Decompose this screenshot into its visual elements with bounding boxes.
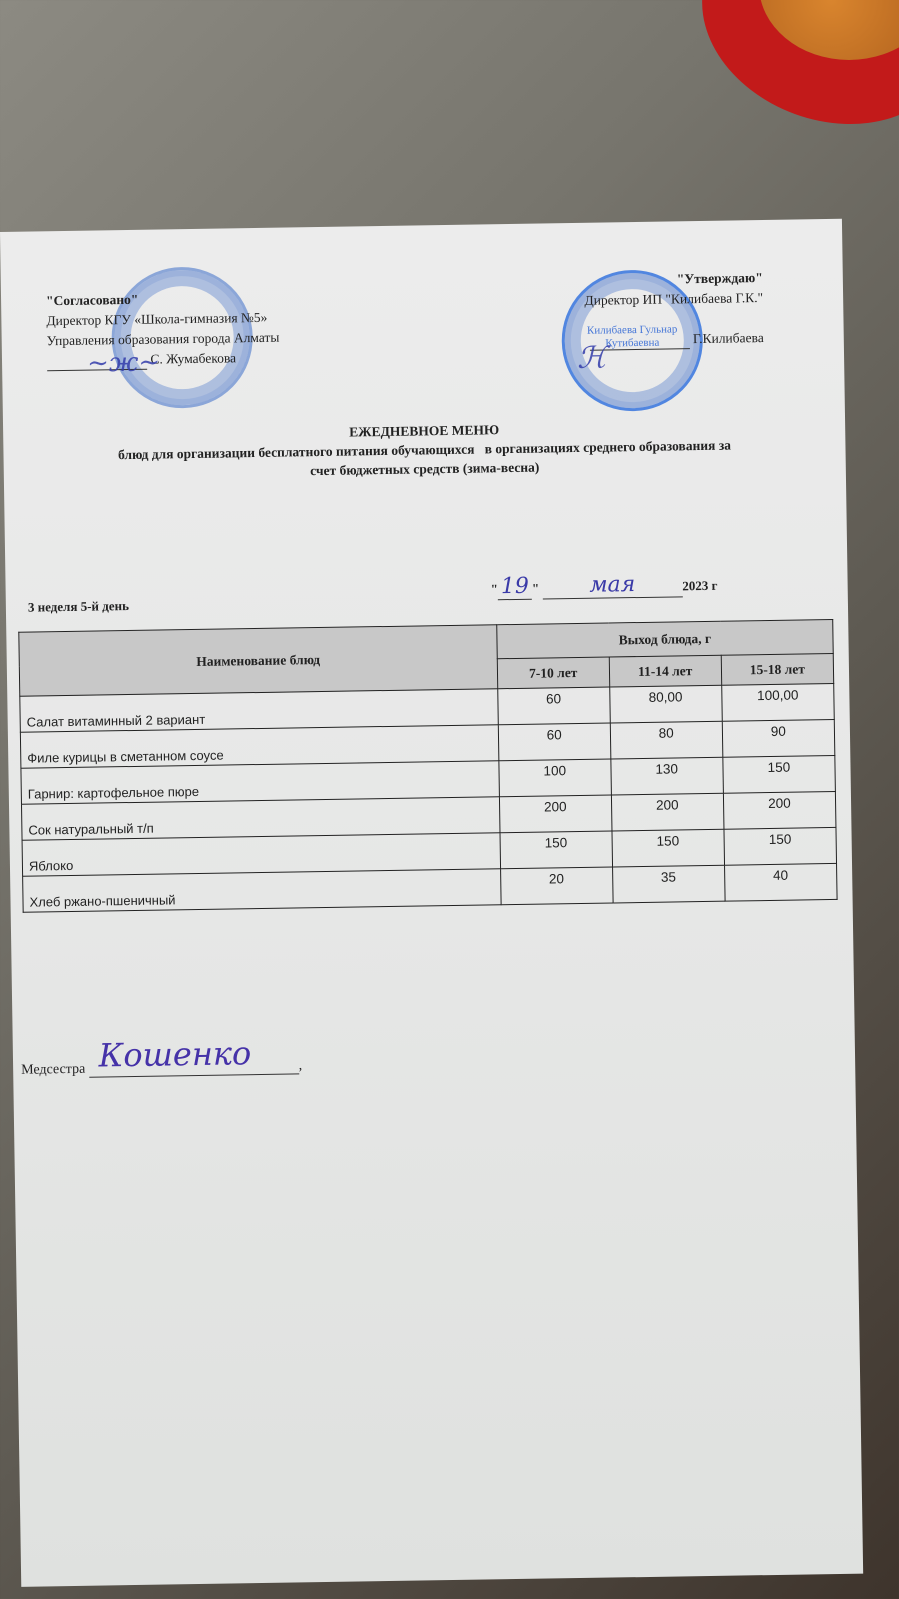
title-sub-2: счет бюджетных средств (зима-весна) [310, 459, 540, 479]
yield-value: 90 [722, 719, 835, 757]
yield-header: Выход блюда, г [496, 619, 833, 658]
date-month: мая [589, 572, 636, 598]
nurse-signature-block [21, 1034, 303, 1078]
document-title [3, 415, 846, 485]
yield-value: 60 [498, 723, 610, 761]
yield-value: 100,00 [721, 683, 834, 721]
right-handwritten-signature: ℋ [576, 340, 607, 376]
nurse-label: Медсестра [21, 1061, 86, 1078]
yield-value: 130 [611, 757, 724, 795]
age-group-header: 7-10 лет [497, 657, 609, 689]
yield-value: 20 [500, 867, 612, 905]
trailing-comma: , [298, 1058, 303, 1074]
title-sub-1: блюд для организации бесплатного питания обучающихся в организациях среднего образования за [117, 437, 732, 463]
dish-name: Хлеб ржано-пшеничный [23, 869, 501, 913]
yield-value: 200 [611, 793, 724, 831]
nurse-signature-line [89, 1034, 299, 1077]
approval-left-block [46, 288, 280, 372]
menu-table [18, 619, 837, 913]
yield-value: 150 [612, 829, 725, 867]
date-day: 19 [500, 573, 530, 600]
director-school: Директор КГУ «Школа-гимназия №5» [46, 309, 268, 329]
document-date: " 19 " мая 2023 г [490, 572, 718, 600]
director-company: Директор ИП "Килибаева Г.К." [584, 290, 764, 308]
nurse-handwritten-signature: Кошенко [98, 1034, 252, 1075]
left-signature-line [47, 348, 280, 372]
dish-name: Салат витаминный 2 вариант [20, 689, 498, 733]
yield-value: 60 [498, 687, 610, 725]
yield-value: 200 [723, 791, 836, 829]
age-group-header: 11-14 лет [609, 655, 722, 687]
yield-value: 150 [723, 755, 836, 793]
right-signatory: Г.Килибаева [692, 330, 764, 347]
yield-value: 40 [724, 863, 837, 901]
dish-name: Филе курицы в сметанном соусе [20, 725, 498, 769]
yield-value: 150 [500, 831, 612, 869]
yield-value: 80,00 [609, 685, 722, 723]
approval-right-block [584, 268, 764, 351]
yield-value: 100 [499, 759, 611, 797]
stamp-text: Килибаева Гульнар Кутибаевна [586, 323, 678, 350]
age-group-header: 15-18 лет [721, 653, 834, 685]
yield-value: 35 [612, 865, 725, 903]
menu-document [0, 219, 863, 1587]
date-year: 2023 г [682, 577, 718, 594]
education-department: Управления образования города Алматы [46, 329, 280, 349]
left-handwritten-signature: ~ж~ [86, 347, 161, 379]
dish-name: Яблоко [22, 833, 500, 876]
yield-value: 150 [724, 827, 837, 865]
left-signatory: С. Жумабекова [150, 350, 237, 367]
approved-label: "Согласовано" [45, 291, 139, 309]
yield-value: 200 [499, 795, 611, 833]
dish-name: Гарнир: картофельное пюре [21, 761, 499, 805]
dish-name-header: Наименование блюд [19, 625, 498, 696]
dish-name: Сок натуральный т/п [21, 797, 499, 840]
yield-value: 80 [610, 721, 723, 759]
title-main: ЕЖЕДНЕВНОЕ МЕНЮ [349, 422, 500, 440]
right-signature-line [585, 328, 764, 351]
confirm-label: "Утверждаю" [676, 270, 763, 287]
week-day-label: 3 неделя 5-й день [27, 598, 130, 615]
